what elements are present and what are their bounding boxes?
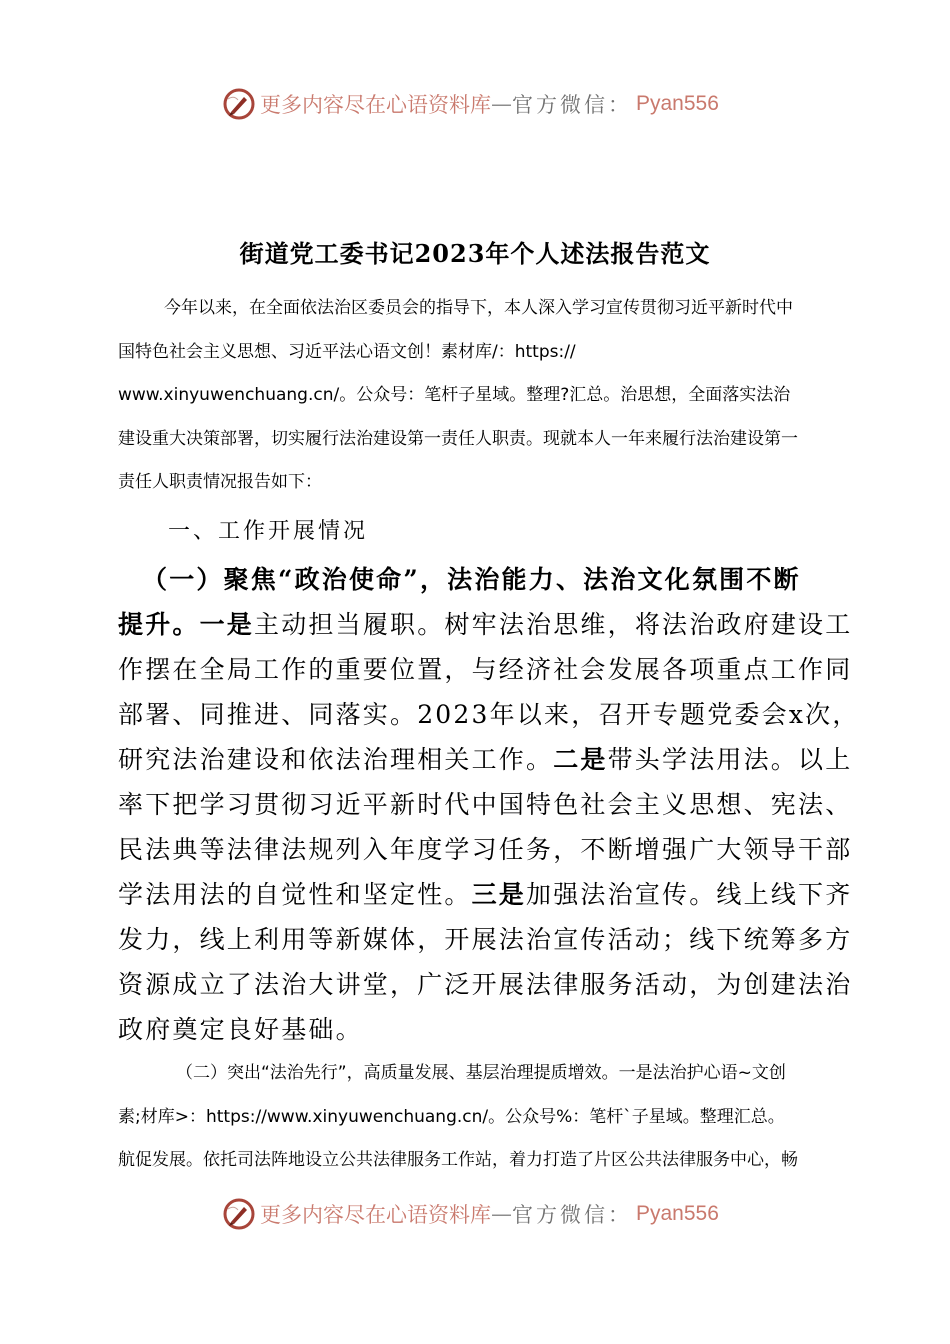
paragraph-line: 率下把学习贯彻习近平新时代中国特色社会主义思想、宪法、 — [118, 790, 853, 819]
intro-line: 今年以来，在全面依法治区委员会的指导下，本人深入学习宣传贯彻习近平新时代中 — [164, 298, 793, 318]
watermark-brand-text: 更多内容尽在心语资料库 — [260, 1203, 491, 1227]
quill-pen-logo-icon — [222, 1197, 256, 1231]
header-watermark — [222, 84, 719, 124]
intro-line: 建设重大决策部署，切实履行法治建设第一责任人职责。现就本人一年来履行法治建设第一 — [118, 428, 798, 449]
paragraph-line: 航促发展。依托司法阵地设立公共法律服务工作站，着力打造了片区公共法律服务中心，畅 — [118, 1150, 798, 1170]
text-run: 学法用法的自觉性和坚定性。 — [118, 880, 472, 909]
subsection-1-paragraph — [118, 557, 860, 1052]
watermark-dash: — — [491, 92, 512, 116]
footer-watermark — [222, 1194, 719, 1234]
text-run: 带头学法用法。以上 — [607, 745, 853, 774]
text-run: 主动担当履职。树牢法治思维，将法治政府建设工 — [254, 610, 853, 639]
watermark-wechat-id: Pyan556 — [636, 1202, 719, 1225]
paragraph-line: 素;材库>：https://www.xinyuwenchuang.cn/。公众号%：笔杆`子星域。整理汇总。 — [118, 1106, 785, 1127]
document-title: 街道党工委书记2023年个人述法报告范文 — [239, 239, 711, 268]
watermark-wechat-id: Pyan556 — [636, 92, 719, 115]
watermark-brand-text: 更多内容尽在心语资料库 — [260, 93, 491, 117]
paragraph-line — [118, 737, 853, 782]
bold-lead: 提升。一是 — [118, 610, 255, 639]
paragraph-line: 政府奠定良好基础。 — [118, 1015, 363, 1044]
watermark-dash: — — [491, 1202, 512, 1226]
paragraph-line: 作摆在全局工作的重要位置，与经济社会发展各项重点工作同 — [118, 655, 853, 684]
watermark-official-label: 官方微信： — [512, 1203, 632, 1227]
quill-pen-logo-icon — [222, 87, 256, 121]
subsection-2-paragraph — [118, 1052, 828, 1183]
bold-lead: 三是 — [471, 880, 527, 909]
intro-line: www.xinyuwenchuang.cn/。公众号：笔杆子星域。整理?汇总。治思想，全面落实法治 — [118, 385, 791, 405]
intro-paragraph — [118, 287, 828, 505]
subsection-1-heading: （一）聚焦“政治使命”，法治能力、法治文化氛围不断 — [142, 565, 801, 594]
intro-line: 责任人职责情况报告如下： — [118, 472, 322, 492]
paragraph-line — [118, 872, 853, 917]
section-heading: 一、工作开展情况 — [168, 519, 369, 544]
watermark-official-label: 官方微信： — [512, 93, 632, 117]
intro-line: 国特色社会主义思想、习近平法心语文创！素材库/：https:// — [118, 341, 576, 362]
text-run: 加强法治宣传。线上线下齐 — [526, 880, 853, 909]
paragraph-line — [118, 602, 853, 647]
paragraph-line: （二）突出“法治先行”，高质量发展、基层治理提质增效。一是法治护心语~文创 — [176, 1063, 786, 1083]
paragraph-line: 民法典等法律法规列入年度学习任务，不断增强广大领导干部 — [118, 835, 853, 864]
paragraph-line: 发力，线上利用等新媒体，开展法治宣传活动；线下统筹多方 — [118, 925, 853, 954]
paragraph-line: 部署、同推进、同落实。2023年以来，召开专题党委会x次， — [118, 700, 860, 729]
text-run: 研究法治建设和依法治理相关工作。 — [118, 745, 554, 774]
bold-lead: 二是 — [553, 745, 608, 774]
paragraph-line: 资源成立了法治大讲堂，广泛开展法律服务活动，为创建法治 — [118, 970, 853, 999]
